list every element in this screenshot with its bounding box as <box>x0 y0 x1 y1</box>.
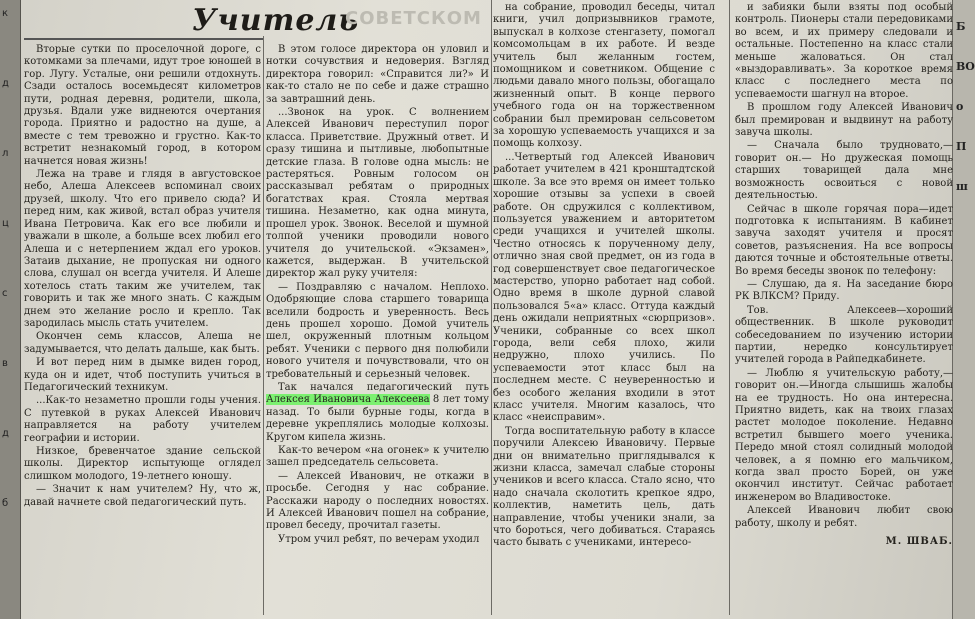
margin-fragment: о <box>956 100 964 113</box>
article-paragraph: Сейчас в школе горячая пора—идет подготовка к испытаниям. В кабинет завуча заходят учителя и просят советов, разъяснения. На все вопросы даются точные и обстоятельные ответы. Во время беседы звонок по телефону: <box>735 203 953 277</box>
article-title: Учитель <box>192 3 360 38</box>
header-rule <box>24 38 264 40</box>
margin-fragment: ВО <box>956 60 975 73</box>
article-paragraph: ...Как-то незаметно прошли годы учения. С путевкой в руках Алексей Иванович направляется на работу учителем географии и истории. <box>24 395 261 444</box>
article-paragraph: — Поздравляю с началом. Неплохо. Одобряющие слова старшего товарища вселили бодрость и уверенность. Весь день прошел хорошо. Домой учитель шел, окруженный плотным кольцом ребят. Ученики с первого дня полюбили нового учителя и почувствовали, что он требовательный и серьезный человек. <box>266 281 489 380</box>
column-divider <box>263 36 264 615</box>
article-column-3 <box>493 2 715 613</box>
left-margin-strip <box>0 0 21 619</box>
article-paragraph: Тов. Алексеев—хороший общественник. В школе руководит собеседованием по изучению истории партии, нередко консультирует учителей города в Райпедкабинете. <box>735 304 953 366</box>
article-paragraph: Окончен семь классов, Алеша не задумывается, что делать дальше, как быть. <box>24 331 261 355</box>
paragraph-text: Так начался педагогический путь <box>278 381 489 393</box>
right-margin-strip <box>952 0 975 619</box>
highlighted-name: Алексея Ивановича Алексеева <box>266 394 430 406</box>
article-paragraph: И вот перед ним в дымке виден город, куда он и идет, чтоб поступить учиться в Педагогический техникум. <box>24 357 261 393</box>
article-paragraph: Лежа на траве и глядя в августовское небо, Алеша Алексеев вспоминал своих друзей, школу. Что его привело сюда? И перед ним, как живой, встал образ учителя Ивана Петровича. Как его все любили и уважали в школе, а больше всех любил его Алеша и с нетерпением ждал его уроков. Затаив дыхание, не пропуская ни одного слова, слушал он всегда учителя. И Алеше хотелось стать таким же учителем, так говорить и так же много знать. С каждым днем это желание росло и крепло. Так зародилась мысль стать учителем. <box>24 169 261 329</box>
article-paragraph: Алексей Иванович любит свою работу, школу и ребят. <box>735 505 953 529</box>
author-signature: М. ШВАБ. <box>885 536 953 548</box>
article-column-4 <box>735 2 953 613</box>
article-paragraph: ...Звонок на урок. С волнением Алексей Иванович переступил порог класса. Приветствие. Дружный ответ. И сразу тишина и пытливые, любопытные детские глаза. В голове одна мысль: не растеряться. Ровным голосом он рассказывал ребятам о природных богатствах края. Стояла мертвая тишина. Незаметно, как одна минута, прошел урок. Звонок. Веселой и шумной толпой ученики проводили нового учителя до учительской. «Экзамен», кажется, выдержан. В учительской директор жал руку учителя: <box>266 107 489 280</box>
margin-fragment: Б <box>956 20 966 33</box>
margin-fragment: ц <box>2 218 9 229</box>
article-column-2 <box>266 44 489 613</box>
column-divider <box>491 0 492 615</box>
margin-fragment: б <box>2 498 9 509</box>
margin-fragment: д <box>2 428 9 439</box>
article-paragraph: Как-то вечером «на огонек» к учителю зашел председатель сельсовета. <box>266 445 489 469</box>
article-paragraph: В прошлом году Алексей Иванович был премирован и выдвинут на работу завуча школы. <box>735 102 953 139</box>
margin-fragment: л <box>2 148 9 159</box>
margin-fragment: ш <box>956 180 968 193</box>
article-paragraph: Низкое, бревенчатое здание сельской школы. Директор испытующе оглядел слишком молодого, 19-летнего юношу. <box>24 446 261 482</box>
article-paragraph: — Сначала было трудновато,— говорит он.— Но дружеская помощь старших товарищей дала мне возможность освоиться с новой деятельностью. <box>735 140 953 202</box>
margin-fragment: к <box>2 8 9 19</box>
article-column-1 <box>24 44 261 613</box>
article-paragraph: — Слушаю, да я. На заседание бюро РК ВЛКСМ? Приду. <box>735 278 953 303</box>
article-paragraph: Утром учил ребят, по вечерам уходил <box>278 533 480 545</box>
article-paragraph: на собрание, проводил беседы, читал книги, учил допризывников грамоте, выпускал в колхозе стенгазету, помогал комсомольцам в их работе. И везде учитель был желанным гостем, помощником и советником. Общение с людьми давало много пользы, обогащало жизненный опыт. В конце первого учебного года он на торжественном собрании был премирован сельсоветом за хорошую успеваемость учащихся и за помощь колхозу. <box>493 2 715 150</box>
margin-fragment: д <box>2 78 9 89</box>
column-divider <box>729 0 730 615</box>
article-paragraph <box>266 382 489 444</box>
article-paragraph: — Люблю я учительскую работу,—говорит он.—Иногда слышишь жалобы на ее трудность. Но она интересна. Приятно видеть, как на твоих глазах растет молодое поколение. Недавно встретил бывшего моего ученика. Передо мной стоял солидный молодой человек, а я помню его мальчиком, когда звал просто Борей, он уже окончил институт. Сейчас работает инженером во Владивостоке. <box>735 367 953 503</box>
faded-heading: СОВЕТСКОМ <box>345 8 482 29</box>
margin-fragment: с <box>2 288 8 299</box>
article-paragraph: — Значит к нам учителем? Ну, что ж, давай начнете свой педагогический путь. <box>24 484 261 508</box>
article-paragraph: и забияки были взяты под особый контроль. Пионеры стали передовиками во всем, и их примеру следовали и остальные. Постепенно на класс стали меньше жаловаться. Он стал «выздоравливать». За короткое время класс с последнего места по успеваемости шагнул на второе. <box>735 2 953 100</box>
margin-fragment: П <box>956 140 967 153</box>
article-paragraph: Вторые сутки по проселочной дороге, с котомками за плечами, идут трое юношей в гор. Лугу. Усталые, они решили отдохнуть. Сзади осталось восемьдесят километров пути, родная деревня, родители, школа, друзья. Вдали уже виднеются очертания города. Приятно и радостно на душе, а вместе с тем тревожно и грустно. Как-то встретит незнакомый город, в котором начнется новая жизнь! <box>24 44 261 167</box>
article-paragraph: — Алексей Иванович, не откажи в просьбе. Сегодня у нас собрание. Расскажи народу о последних новостях. И Алексей Иванович пошел на собрание, провел беседу, прочитал газеты. <box>266 470 489 532</box>
paragraph-text: 8 лет тому назад. То были бурные годы, когда в деревне укреплялись молодые колхозы. Кругом кипела жизнь. <box>266 394 489 443</box>
article-paragraph: Тогда воспитательную работу в классе поручили Алексею Ивановичу. Первые дни он внимательно приглядывался к жизни класса, замечал слабые стороны учеников и всего класса. Стало ясно, что надо сначала сколотить крепкое ядро, коллектив, наметить цель, дать направление, чтобы ученики знали, за что бороться, чего добиваться. Стараясь часто бывать с учениками, интересо- <box>493 425 715 549</box>
margin-fragment: в <box>2 358 8 369</box>
article-paragraph: В этом голосе директора он уловил и нотки сочувствия и недоверия. Взгляд директора говорил: «Справится ли?» И как-то стало не по себе и даже страшно за завтрашний день. <box>266 44 489 105</box>
article-paragraph: ...Четвертый год Алексей Иванович работает учителем в 421 кронштадтской школе. За все это время он имеет только хорошие отзывы за успехи в своей работе. Он сдружился с коллективом, пользуется уважением и авторитетом среди учащихся и учителей школы. Честно относясь к порученному делу, отлично зная свой предмет, он из года в год совершенствует свое педагогическое мастерство, упорно работает над собой. Одно время в школе дурной славой пользовался 5«а» класс. Оттуда каждый день ожидали неприятных «сюрпризов». Ученики, собранные со всех школ города, вели себя плохо, жили недружно, плохо учились. По успеваемости этот класс был на последнем месте. С неуверенностью и без особого желания входили в этот класс учителя. Многим казалось, что класс «неисправим». <box>493 151 715 424</box>
